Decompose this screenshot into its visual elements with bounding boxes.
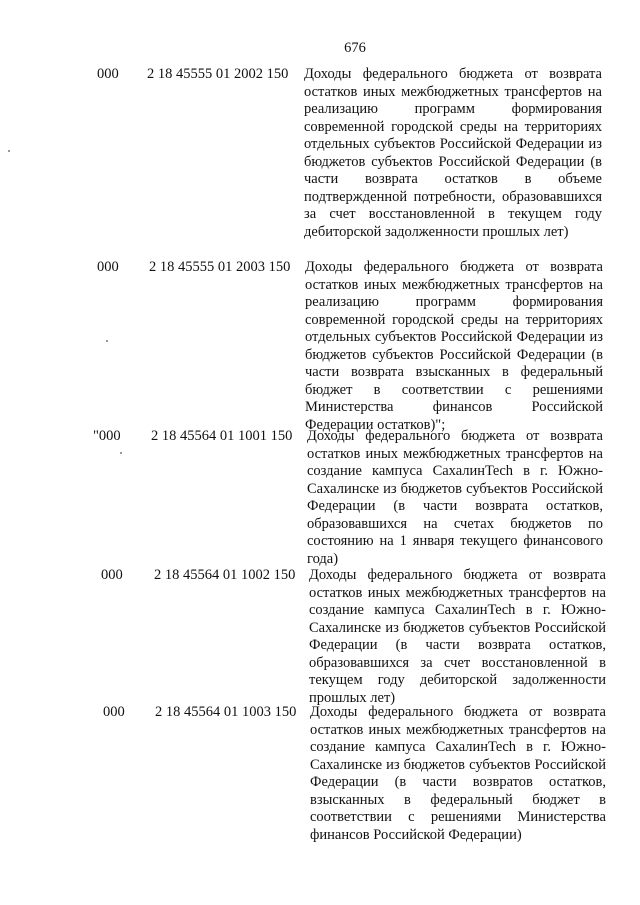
kbk-code: 2 18 45555 01 2003 150 — [149, 259, 291, 275]
admin-code: 000 — [97, 259, 119, 275]
row-description: Доходы федерального бюджета от возврата остатков иных межбюджетных трансфертов на создание кампуса СахалинTech в г. Южно-Сахалинске из бюджетов субъектов Российской Федерации (в части возврата остатков, образовавшихся на счетах бюджетов по состоянию на 1 января текущего финансового года) — [307, 428, 603, 567]
kbk-code: 2 18 45564 01 1001 150 — [151, 428, 293, 444]
page-number: 676 — [344, 40, 366, 56]
admin-code: 000 — [101, 567, 123, 583]
row-description: Доходы федерального бюджета от возврата остатков иных межбюджетных трансфертов на реализацию программ формирования современной городской среды на территориях отдельных субъектов Российской Федерации из бюджетов субъектов Российской Федерации (в части возврата остатков в объеме подтвержденной потребности, образовавшихся за счет восстановленной в текущем году дебиторской задолженности прошлых лет) — [304, 66, 602, 240]
scan-speck — [106, 340, 108, 342]
kbk-code: 2 18 45555 01 2002 150 — [147, 66, 289, 82]
kbk-code: 2 18 45564 01 1002 150 — [154, 567, 296, 583]
admin-code: 000 — [103, 704, 125, 720]
row-description: Доходы федерального бюджета от возврата остатков иных межбюджетных трансфертов на создание кампуса СахалинTech в г. Южно-Сахалинске из бюджетов субъектов Российской Федерации (в части возвратов остатков, взысканных в федеральный бюджет в соответствии с решениями Министерства финансов Российской Федерации) — [310, 704, 606, 843]
admin-code: "000 — [93, 428, 121, 444]
scan-speck — [8, 150, 10, 152]
admin-code: 000 — [97, 66, 119, 82]
scan-speck — [120, 452, 122, 454]
kbk-code: 2 18 45564 01 1003 150 — [155, 704, 297, 720]
row-description: Доходы федерального бюджета от возврата остатков иных межбюджетных трансфертов на создание кампуса СахалинTech в г. Южно-Сахалинске из бюджетов субъектов Российской Федерации (в части возврата остатков, образовавшихся за счет восстановленной в текущем году дебиторской задолженности прошлых лет) — [309, 567, 606, 706]
row-description: Доходы федерального бюджета от возврата остатков иных межбюджетных трансфертов на реализацию программ формирования современной городской среды на территориях отдельных субъектов Российской Федерации из бюджетов субъектов Российской Федерации (в части возврата взысканных в федеральный бюджет в соответствии с решениями Министерства финансов Российской Федерации остатков)"; — [305, 259, 603, 433]
